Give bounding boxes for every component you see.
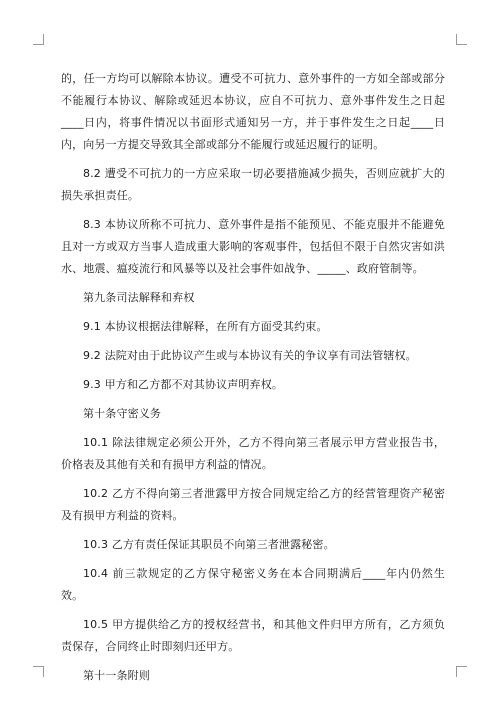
paragraph-force-majeure-notice: 的，任一方均可以解除本协议。遭受不可抗力、意外事件的一方如全部或部分不能履行本协议、解除或延迟本协议，应自不可抗力、意外事件发生之日起____日内，将事件情况以书面形式通知另一方，并于事件发生之日起____日内，向另一方提交导致其全部或部分不能履行或延迟履行的证明。 xyxy=(61,72,445,151)
crop-mark-top-right xyxy=(456,34,467,45)
crop-mark-top-left xyxy=(33,34,44,45)
section-heading-article-9: 第九条司法解释和弃权 xyxy=(83,291,195,304)
paragraph-10-2: 10.2 乙方不得向第三者泄露甲方按合同规定给乙方的经营管理资产秘密及有损甲方利益的资料。 xyxy=(61,487,445,522)
paragraph-8-3: 8.3 本协议所称不可抗力、意外事件是指不能预见、不能克服并不能避免且对一方或双方当事人造成重大影响的客观事件，包括但不限于自然灾害如洪水、地震、瘟疫流行和风暴等以及社会事件如战争、_____、政府管制等。 xyxy=(61,218,445,275)
crop-mark-bottom-right xyxy=(456,666,467,677)
paragraph-9-2: 9.2 法院对由于此协议产生或与本协议有关的争议享有司法管辖权。 xyxy=(83,349,417,362)
document-body xyxy=(61,68,445,694)
paragraph-9-3: 9.3 甲方和乙方都不对其协议声明弃权。 xyxy=(83,378,283,391)
paragraph-9-1: 9.1 本协议根据法律解释，在所有方面受其约束。 xyxy=(83,320,328,333)
section-heading-article-11: 第十一条附则 xyxy=(83,669,150,682)
paragraph-10-3: 10.3 乙方有责任保证其职员不向第三者泄露秘密。 xyxy=(83,538,335,551)
paragraph-10-1: 10.1 除法律规定必须公开外，乙方不得向第三者展示甲方营业报告书，价格表及其他有关和有损甲方利益的情况。 xyxy=(61,436,445,471)
section-heading-article-10: 第十条守密义务 xyxy=(83,407,162,420)
paragraph-10-4: 10.4 前三款规定的乙方保守秘密义务在本合同期满后____年内仍然生效。 xyxy=(61,567,445,602)
paragraph-8-2: 8.2 遭受不可抗力的一方应采取一切必要措施减少损失，否则应就扩大的损失承担责任。 xyxy=(61,167,445,202)
paragraph-10-5: 10.5 甲方提供给乙方的授权经营书，和其他文件归甲方所有，乙方须负责保存，合同终止时即刻归还甲方。 xyxy=(61,618,445,653)
crop-mark-bottom-left xyxy=(33,666,44,677)
